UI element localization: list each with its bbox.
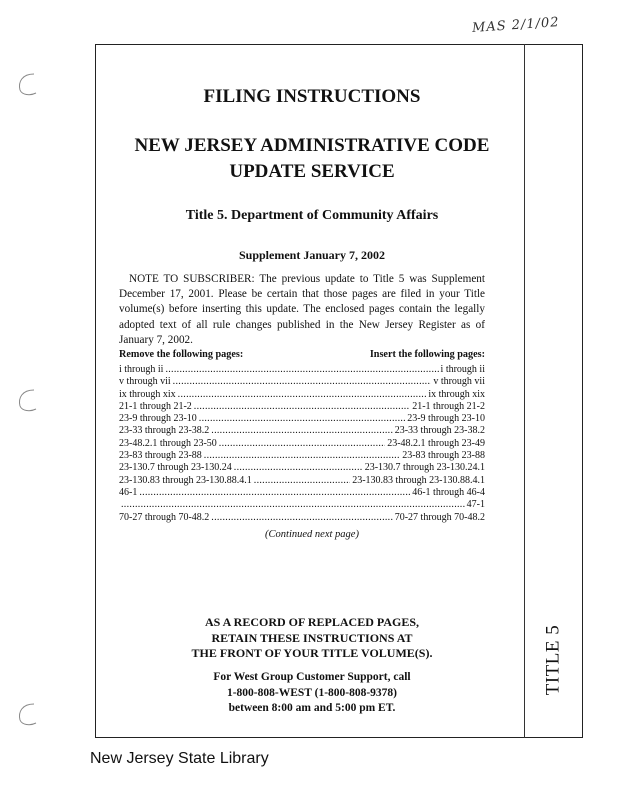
section-title: Title 5. Department of Community Affairs <box>185 208 439 223</box>
support-phone: 1-800-808-WEST (1-800-808-9378) <box>226 686 398 699</box>
remove-pages: 46-1 <box>119 486 138 498</box>
list-item <box>119 376 485 388</box>
insert-pages: 23-48.2.1 through 23-49 <box>387 437 485 449</box>
list-item <box>119 425 485 437</box>
insert-pages: 23-33 through 23-38.2 <box>394 425 485 437</box>
remove-pages: ix through xix <box>119 388 176 400</box>
list-item <box>119 438 485 450</box>
insert-pages: 46-1 through 46-4 <box>412 486 485 498</box>
list-item <box>119 487 485 499</box>
insert-column-header: Insert the following pages: <box>369 349 485 360</box>
tab-divider-line <box>524 44 525 738</box>
insert-pages: ix through xix <box>428 388 485 400</box>
list-item <box>119 512 485 524</box>
insert-pages: 23-83 through 23-88 <box>402 450 485 462</box>
support-hours: between 8:00 am and 5:00 pm ET. <box>228 702 396 714</box>
remove-pages: 21-1 through 21-2 <box>119 400 192 412</box>
page-title: FILING INSTRUCTIONS <box>203 86 421 107</box>
list-item <box>119 413 485 425</box>
insert-pages: 23-130.83 through 23-130.88.4.1 <box>352 474 485 486</box>
remove-pages: 70-27 through 70-48.2 <box>119 511 210 523</box>
record-line: THE FRONT OF YOUR TITLE VOLUME(S). <box>191 646 433 660</box>
insert-pages: 47-1 <box>466 499 485 511</box>
list-item <box>119 462 485 474</box>
insert-pages: 23-130.7 through 23-130.24.1 <box>364 462 485 474</box>
customer-support-info <box>100 670 524 717</box>
insert-pages: v through vii <box>433 376 485 388</box>
page-instruction-list <box>119 364 485 524</box>
list-item <box>119 475 485 487</box>
record-line: RETAIN THESE INSTRUCTIONS AT <box>211 630 413 645</box>
remove-pages: 23-130.7 through 23-130.24 <box>119 462 232 474</box>
list-item <box>119 499 485 511</box>
insert-pages: 23-9 through 23-10 <box>407 413 485 425</box>
title-tab <box>530 620 576 700</box>
remove-column-header: Remove the following pages: <box>119 349 244 360</box>
list-item <box>119 389 485 401</box>
remove-pages: 23-33 through 23-38.2 <box>119 425 210 437</box>
continued-note: (Continued next page) <box>265 529 359 540</box>
support-line: For West Group Customer Support, call <box>213 671 411 683</box>
subscriber-note: NOTE TO SUBSCRIBER: The previous update to Title 5 was Supplement December 17, 2001. Please be certain that those pages are filed in your Title volume(s) before inserting this update. The enclosed pages contain the legally adopted text of all rule changes published in the New Jersey Register as of January 7, 2002. <box>119 273 485 346</box>
list-item <box>119 450 485 462</box>
record-line: AS A RECORD OF REPLACED PAGES, <box>204 615 420 629</box>
footer-library-name: New Jersey State Library <box>90 750 269 767</box>
handwritten-annotation: MAS 2/1/02 <box>471 14 561 37</box>
punch-hole-mark <box>14 700 42 728</box>
page-subtitle <box>100 133 524 185</box>
punch-hole-mark <box>14 70 42 98</box>
insert-pages: 70-27 through 70-48.2 <box>394 511 485 523</box>
remove-pages: v through vii <box>119 376 171 388</box>
remove-pages: 23-130.83 through 23-130.88.4.1 <box>119 474 252 486</box>
tab-label-text: TITLE 5 <box>542 624 564 696</box>
list-item <box>119 364 485 376</box>
subtitle-line: NEW JERSEY ADMINISTRATIVE CODE <box>134 135 490 156</box>
insert-pages: i through ii <box>440 364 485 375</box>
subtitle-line: UPDATE SERVICE <box>229 161 395 182</box>
remove-pages: 23-83 through 23-88 <box>119 450 202 462</box>
remove-pages: 23-48.2.1 through 23-50 <box>119 437 217 449</box>
remove-pages: i through ii <box>119 364 164 375</box>
insert-pages: 21-1 through 21-2 <box>412 400 485 412</box>
instruction-column-headers <box>119 349 485 360</box>
list-item <box>119 401 485 413</box>
remove-pages: 23-9 through 23-10 <box>119 413 197 425</box>
supplement-date: Supplement January 7, 2002 <box>238 248 386 262</box>
record-instructions <box>100 615 524 662</box>
punch-hole-mark <box>14 386 42 414</box>
